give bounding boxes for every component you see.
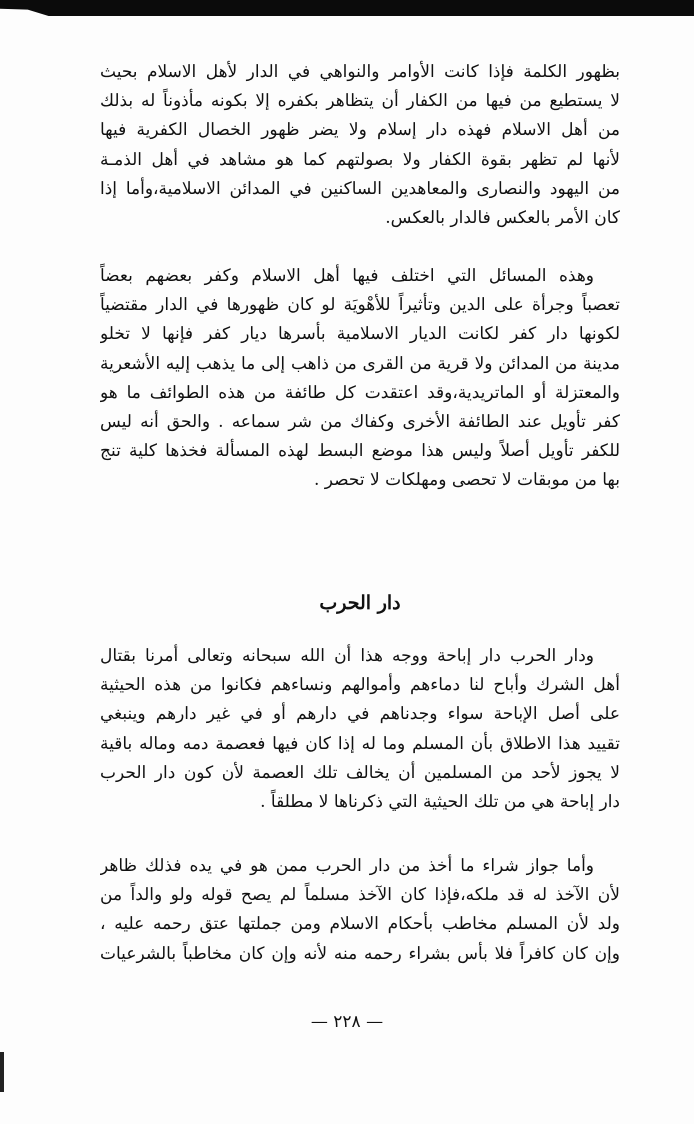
paragraph-2 <box>100 262 620 496</box>
text-line: أهل الشرك وأباح لنا دماءهم وأموالهم ونساءهم فكانوا من هذه الحيثية <box>100 675 620 696</box>
text-line: وأما جواز شراء ما أخذ من دار الحرب ممن هو في يده فذلك ظاهر <box>100 856 594 876</box>
text-line: تقييد هذا الاطلاق بأن المسلم وما له إذا كان فيها فعصمة دمه وماله باقية <box>100 733 620 754</box>
text-line: للكفر تأويل أصلاً وليس هذا موضع البسط لهذه المسألة فخذها كلية تنج <box>100 441 620 462</box>
text-line: تعصباً وجرأة على الدين وتأثيراً للأهْويَة لو كان ظهورها في الدار مقتضياً <box>100 295 620 316</box>
text-line: دار إباحة هي من تلك الحيثية التي ذكرناها لا مطلقاً . <box>260 791 620 812</box>
text-line: على أصل الإباحة سواء وجدناهم في دارهم أو في غير دارهم وينبغي <box>100 704 620 725</box>
text-line: والمعتزلة أو الماتريدية،وقد اعتقدت كل طائفة من هذه الطوائف ما هو <box>100 382 620 403</box>
text-line: من أهل الاسلام فهذه دار إسلام ولا يضر ظهور الخصال الكفرية فيها <box>100 120 620 141</box>
text-line: لا يستطيع من فيها من الكفار أن يتظاهر بكفره إلا بكونه مأذوناً له بذلك <box>100 91 620 112</box>
section-heading: دار الحرب <box>319 592 401 614</box>
text-line: ولد لأن المسلم مخاطب بأحكام الاسلام ومن جملتها عتق رحمه عليه ، <box>100 914 620 935</box>
text-line: لا يجوز لأحد من المسلمين أن يخالف تلك العصمة لأن كون دار الحرب <box>100 762 620 783</box>
text-line: من اليهود والنصارى والمعاهدين الساكنين في المدائن الاسلامية،وأما إذا <box>100 178 620 199</box>
paragraph-3 <box>100 642 620 817</box>
text-line: لأنها لم تظهر بقوة الكفار ولا بصولتهم كما هو مشاهد في أهل الذمـة <box>100 149 620 170</box>
text-line: وهذه المسائل التي اختلف فيها أهل الاسلام وكفر بعضهم بعضاً <box>100 266 594 286</box>
paragraph-1 <box>100 58 620 233</box>
text-line: مدينة من المدائن ولا قرية من القرى من ذاهب إلى ما يذهب إليه الأشعرية <box>100 353 620 374</box>
scan-top-edge <box>0 0 694 16</box>
text-line: ودار الحرب دار إباحة ووجه هذا أن الله سبحانه وتعالى أمرنا بقتال <box>100 646 594 666</box>
text-line: كان الأمر بالعكس فالدار بالعكس. <box>385 207 620 228</box>
text-line: لأن الآخذ له قد ملكه،فإذا كان الآخذ مسلماً لم يصح قوله ولو والداً من <box>100 885 620 906</box>
text-line: بظهور الكلمة فإذا كانت الأوامر والنواهي في الدار لأهل الاسلام بحيث <box>100 62 620 82</box>
text-line: وإن كان كافراً فلا بأس بشراء رحمه منه لأنه وإن كان مخاطباً بالشرعيات <box>100 943 620 964</box>
text-line: بها من موبقات لا تحصى ومهلكات لا تحصر . <box>313 470 620 491</box>
text-line: كفر تأويل عند الطائفة الأخرى وكفاك من شر سماعه . والحق أنه ليس <box>100 411 620 432</box>
scan-edge-mark <box>0 1052 4 1092</box>
page-number: — ٢٢٨ — <box>310 1012 384 1032</box>
text-line: لكونها دار كفر لكانت الديار الاسلامية بأسرها ديار كفر فإنها لا تخلو <box>100 324 620 345</box>
paragraph-4 <box>100 852 620 969</box>
